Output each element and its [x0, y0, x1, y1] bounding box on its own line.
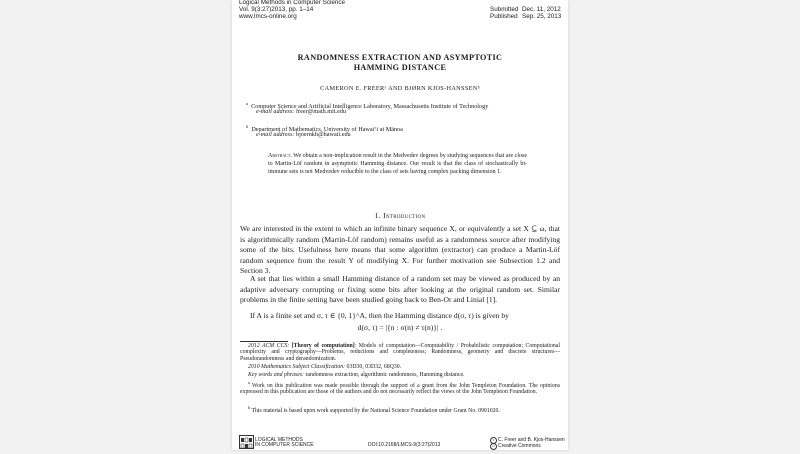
section-number: 1. [374, 211, 381, 220]
footnote-b [240, 405, 560, 414]
footnote-acm-text: : Models of computation—Computability / Probabilistic computation; Computational complexity and cryptography—Problems, reductions and completeness; Randomness, geometry and discrete structures—Pseudorandomness and derandomization. [240, 343, 560, 362]
footnote-acm-bold: [Theory of computation] [291, 343, 355, 349]
footnote-keywords-label: Key words and phrases: [248, 372, 304, 378]
affiliation-b-email-line [256, 131, 351, 139]
footer-logo-line-2: IN COMPUTER SCIENCE [255, 442, 314, 448]
journal-volume: Vol. 9(3:27)2013, pp. 1–14 [239, 6, 314, 13]
footnote-keywords-text: randomness extraction, algorithmic randomness, Hamming distance. [305, 372, 465, 378]
submitted-label: Submitted [490, 6, 519, 13]
published-label: Published [490, 13, 518, 20]
section-heading [232, 211, 568, 220]
copyright-icon: c [490, 437, 497, 444]
footnote-acm-label: 2012 ACM CCS: [248, 343, 290, 349]
footnote-keywords [240, 372, 560, 378]
footnote-msc-text: 03D30, 03D32, 68Q30. [346, 364, 402, 370]
affiliation-b-mark: b [246, 124, 249, 129]
lmcs-logo-graphic [240, 437, 253, 449]
affiliation-b-email[interactable]: bjoernkh@hawaii.edu [295, 131, 351, 138]
paper-title-line-2: HAMMING DISTANCE [353, 63, 447, 72]
footer-copyright: C. Freer and B. Kjos-Hanssen [498, 437, 565, 443]
affiliation-a-institution: Computer Science and Artificial Intelligence Laboratory, Massachusetts Institute of Technology [251, 103, 489, 111]
affiliation-b-institution: Department of Mathematics, University of Hawai‘i at Mānoa [251, 126, 403, 134]
abstract-text: We obtain a non-implication result in the Medvedev degrees by studying sequences that are close to Martin-Löf random in asymptotic Hamming distance. Our result is that the class of stochastically bi-immune sets is not Medvedev reducible to the class of sets having complex packing dimension 1. [268, 153, 527, 175]
footnote-b-mark: b [248, 405, 251, 410]
affiliation-a-email-line [256, 108, 346, 116]
footnote-a-text: Work on this publication was made possible through the support of a grant from the John Templeton Foundation. The opinions expressed in this publication are those of the authors and do not necessarily reflect the views of the John Templeton Foundation. [240, 382, 560, 396]
affiliation-a-email-label: e-mail address: [256, 108, 295, 115]
affiliation-a-email[interactable]: freer@math.mit.edu [295, 108, 347, 115]
hamming-formula: d(σ, τ) = |{n : σ(n) ≠ τ(n)}| . [357, 323, 443, 332]
intro-paragraph-3: If A is a finite set and σ, τ ∈ {0, 1}^A, then the Hamming distance d(σ, τ) is given by [250, 311, 509, 320]
published-date: Sep. 25, 2013 [522, 13, 562, 20]
footer-license[interactable]: Creative Commons [498, 443, 541, 449]
footer-doi[interactable]: DOI:10.2168/LMCS-9(3:27)2013 [368, 442, 441, 448]
affiliation-a-mark: a [246, 101, 248, 106]
footnote-msc [240, 364, 560, 370]
intro-paragraph-1: We are interested in the extent to which an infinite binary sequence X, or equivalently a set X ⊆ ω, that is algorithmically random (Martin-Löf random) remains useful as a randomness source after modifying some of the bits. Usefulness here means that some algorithm (extractor) can produce a Martin-Löf random sequence from the result Y of modifying X. For further motivation see Subsection 1.2 and Section 3. [240, 224, 560, 276]
footer-logo-line-1: LOGICAL METHODS [255, 437, 303, 443]
paper-page [232, 0, 568, 450]
lmcs-logo-icon [239, 435, 254, 449]
creative-commons-icon: cc [490, 443, 497, 450]
section-title: Introduction [383, 211, 426, 220]
abstract [268, 153, 527, 176]
journal-name: Logical Methods in Computer Science [239, 0, 346, 6]
intro-paragraph-2: A set that lies within a small Hamming distance of a random set may be viewed as produced by an adaptive adversary corrupting or fixing some bits after looking at the original random set. Similar problems in the finite setting have been studied going back to Ben-Or and Linial [1]. [240, 274, 560, 305]
footnote-b-text: This material is based upon work supported by the National Science Foundation under Grant No. 0901020. [251, 407, 500, 414]
paper-title-line-1: RANDOMNESS EXTRACTION AND ASYMPTOTIC [297, 53, 503, 62]
affiliation-b-email-label: e-mail address: [256, 131, 295, 138]
abstract-label: Abstract. [268, 153, 292, 159]
footnote-msc-label: 2010 Mathematics Subject Classification: [248, 364, 346, 370]
footnote-acm [240, 343, 560, 362]
footnote-a [240, 380, 560, 396]
paper-authors: CAMERON E. FREERᵃ AND BJØRN KJOS-HANSSENᵇ [320, 85, 480, 92]
journal-website[interactable]: www.lmcs-online.org [239, 13, 297, 20]
submitted-date: Dec. 11, 2012 [522, 6, 561, 13]
footnote-a-mark: a [248, 380, 250, 385]
footnote-rule [240, 341, 288, 342]
